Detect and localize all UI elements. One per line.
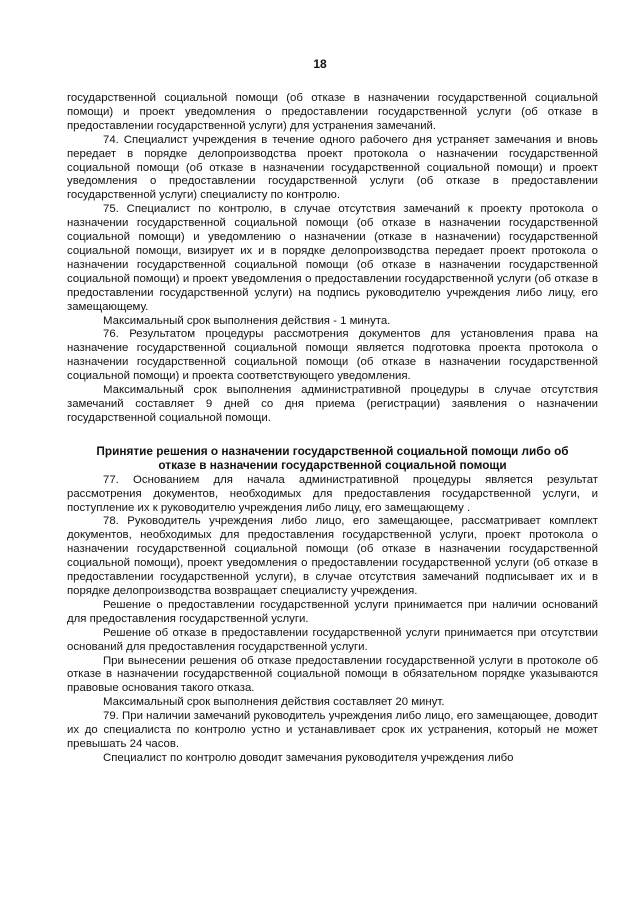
paragraph: государственной социальной помощи (об отказе в назначении государственной социальной помощи) и проект уведомления о предоставлении государственной услуги (об отказе в предоставлении государственной услуги) для устранения замечаний.: [67, 92, 598, 132]
paragraph-74: 74. Специалист учреждения в течение одного рабочего дня устраняет замечания и вновь передает в порядке делопроизводства проект протокола о назначении государственной социальной помощи (об отказе в назначении государственной социальной помощи) и проект уведомления о предоставлении государственной услуги (об отказе в предоставлении государственной услуги) специалисту по контролю.: [67, 133, 598, 202]
paragraph-deadline: Максимальный срок выполнения действия составляет 20 минут.: [103, 696, 445, 709]
paragraph-75: 75. Специалист по контролю, в случае отсутствия замечаний к проекту протокола о назначении государственной социальной помощи (об отказе в назначении государственной социальной помощи) и уведомлению о назначении (отказе в назначении) государственной социальной помощи, визирует их и в порядке делопроизводства передает проект протокола о назначении государственной социальной помощи (об отказе в назначении государственной социальной помощи) и проект уведомления о предоставлении государственной услуги (об отказе в предоставлении государственной услуги) на подпись руководителю учреждения либо лицу, его замещающему.: [67, 203, 598, 313]
paragraph-77: 77. Основанием для начала административной процедуры является результат рассмотрения документов, необходимых для предоставления государственной услуги, и поступление их к руководителю учреждения либо лицу, его замещающему .: [67, 473, 598, 514]
paragraph: Решение о предоставлении государственной услуги принимается при наличии оснований для предоставления государственной услуги.: [67, 598, 598, 625]
section-heading-line: отказе в назначении государственной социальной помощи: [158, 457, 507, 472]
document-body: [67, 92, 598, 766]
section-heading-line: Принятие решения о назначении государственной социальной помощи либо об: [96, 443, 569, 458]
paragraph-79: 79. При наличии замечаний руководитель учреждения либо лицо, его замещающее, доводит их до специалиста по контролю устно и устанавливает срок их устранения, который не может превышать 24 часов.: [67, 710, 598, 750]
paragraph: Специалист по контролю доводит замечания руководителя учреждения либо: [103, 751, 514, 764]
paragraph-76: 76. Результатом процедуры рассмотрения документов для установления права на назначение государственной социальной помощи является подготовка проекта протокола о назначении государственной социальной помощи (об отказе в назначении государственной социальной помощи) и проекта соответствующего уведомления.: [67, 328, 598, 383]
paragraph-deadline: Максимальный срок выполнения действия - 1 минута.: [103, 314, 391, 327]
page-number: 18: [313, 57, 327, 71]
paragraph-78: 78. Руководитель учреждения либо лицо, его замещающее, рассматривает комплект документов, необходимых для предоставления государственной услуги, проект протокола о назначении государственной социальной помощи (об отказе в назначении государственной социальной помощи), проект уведомления о предоставлении государственной услуги (об отказе в предоставлении государственной услуги), в случае отсутствия замечаний подписывает их и в порядке делопроизводства возвращает специалисту учреждения.: [67, 515, 598, 597]
paragraph-deadline: Максимальный срок выполнения административной процедуры в случае отсутствия замечаний составляет 9 дней со дня приема (регистрации) заявления о назначении государственной социальной помощи.: [67, 384, 598, 424]
paragraph: Решение об отказе в предоставлении государственной услуги принимается при отсутствии оснований для предоставления государственной услуги.: [67, 626, 598, 653]
section-heading: [67, 444, 598, 472]
paragraph: При вынесении решения об отказе предоставлении государственной услуги в протоколе об отказе в назначении государственной социальной помощи в обязательном порядке указываются правовые основания такого отказа.: [67, 654, 598, 695]
